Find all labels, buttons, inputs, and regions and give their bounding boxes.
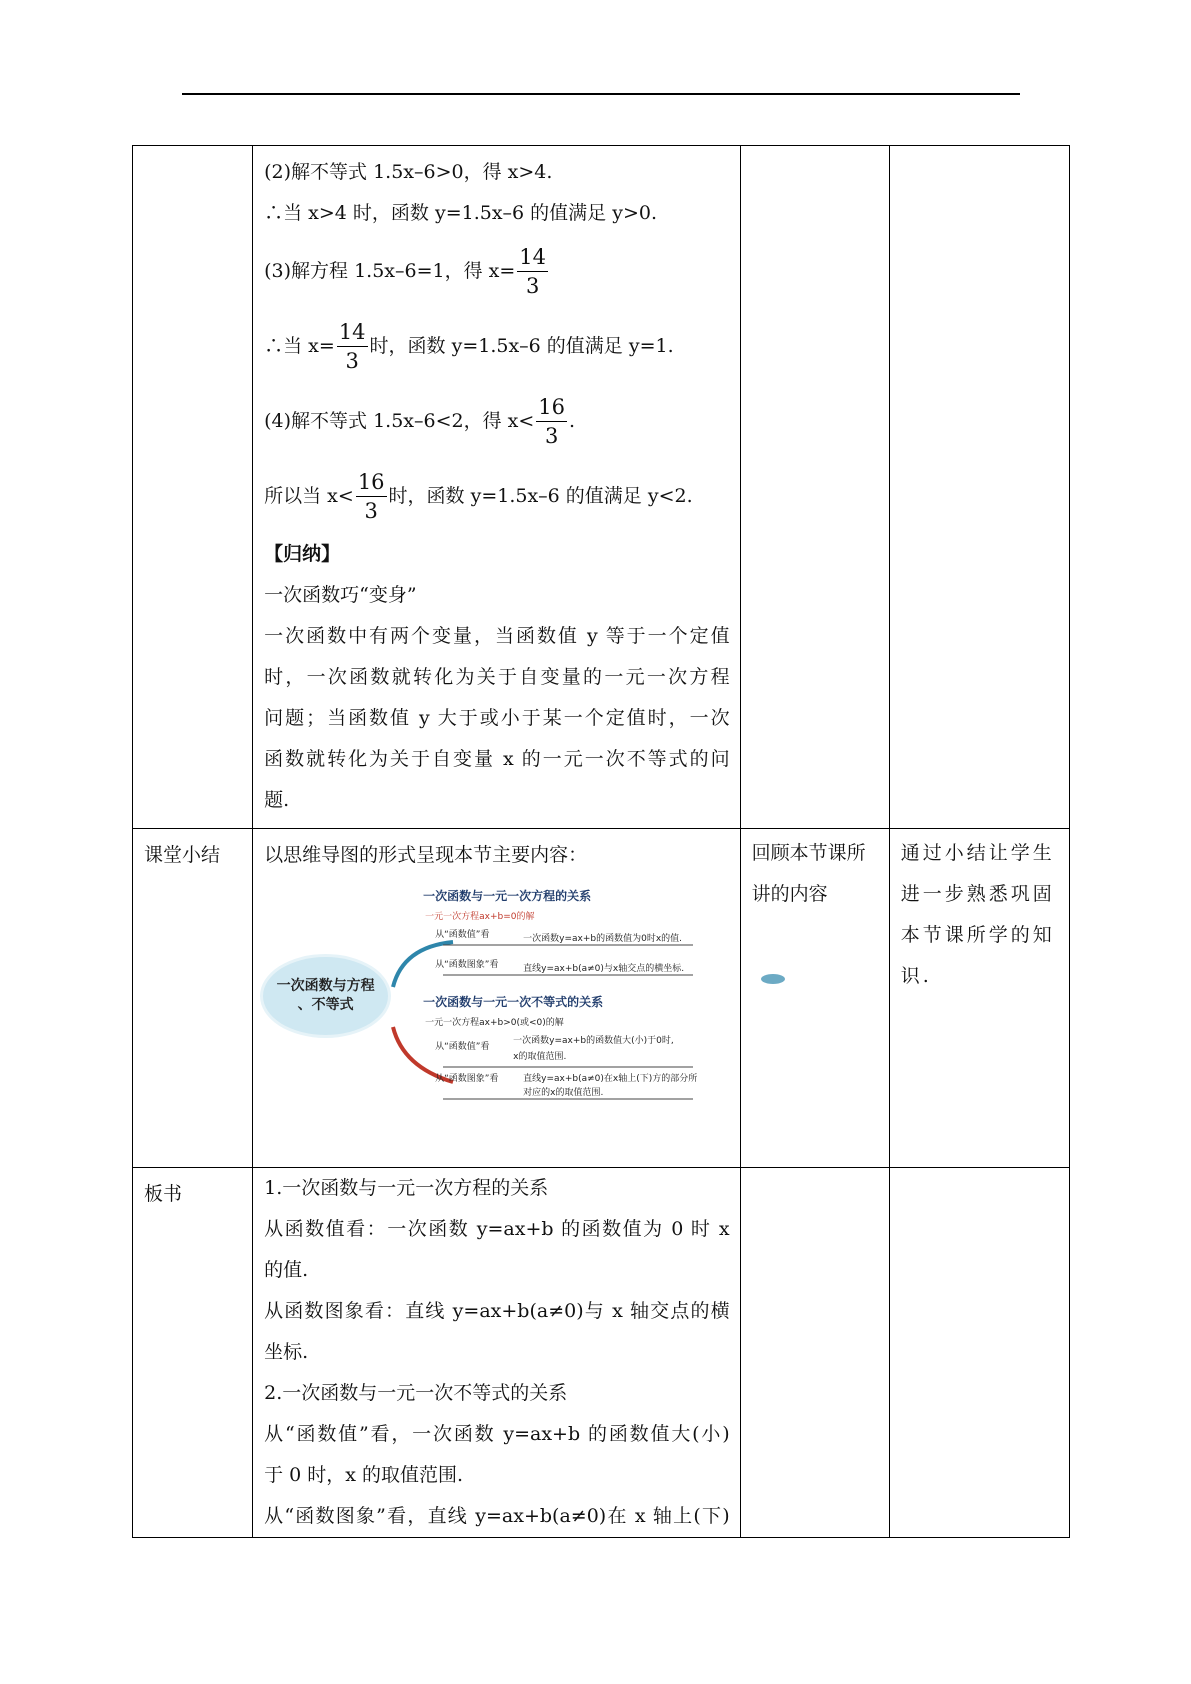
board-line: 从函数图象看：直线 y=ax+b(a≠0)与 x 轴交点的横 — [264, 1300, 730, 1322]
board-line: 从函数值看：一次函数 y=ax+b 的函数值为 0 时 x — [264, 1218, 730, 1240]
summary-line: 问题；当函数值 y 大于或小于某一个定值时，一次 — [264, 707, 730, 729]
summary-heading: 【归纳】 — [264, 543, 341, 565]
design-intent-line: 进一步熟悉巩固 — [900, 883, 1055, 905]
teacher-cell-empty — [740, 146, 889, 829]
solution-line: ∴当 x>4 时，函数 y=1.5x–6 的值满足 y>0. — [264, 202, 658, 224]
intent-cell-empty — [889, 146, 1069, 829]
intent-cell-summary — [889, 829, 1069, 1168]
teacher-cell-empty — [740, 1168, 889, 1538]
fraction-numerator: 14 — [337, 322, 368, 347]
summary-title: 一次函数巧“变身” — [264, 584, 417, 606]
label-cell-summary — [133, 829, 253, 1168]
fraction-denominator: 3 — [345, 348, 359, 373]
table-row-summary — [133, 829, 1070, 1168]
board-line: 的值. — [264, 1259, 309, 1281]
design-intent-line: 通过小结让学生 — [900, 842, 1055, 864]
mind-map-item: 从“函数图象”看 — [435, 1074, 499, 1084]
fraction — [356, 469, 387, 523]
label-cell-empty — [133, 146, 253, 829]
mind-map-item: 一次函数y=ax+b的函数值大(小)于0时, — [513, 1036, 674, 1046]
mind-map — [276, 887, 863, 1112]
header-rule — [182, 93, 1020, 95]
table-row-solutions — [133, 146, 1070, 829]
mind-map-branch-title: 一次函数与一元一次不等式的关系 — [423, 995, 604, 1009]
mind-map-item: x的取值范围. — [513, 1052, 567, 1062]
mind-map-item: 一元一次方程ax+b=0的解 — [425, 912, 535, 922]
content-cell-board — [253, 1168, 741, 1538]
mind-map-center — [263, 957, 388, 1035]
mind-map-item: 从“函数值”看 — [435, 1042, 490, 1052]
solution-text: 所以当 x< — [264, 485, 354, 507]
mind-map-center-line: 、不等式 — [297, 997, 354, 1013]
solution-text: (4)解不等式 1.5x–6<2，得 x< — [264, 410, 535, 432]
fraction-denominator: 3 — [544, 423, 559, 448]
label-cell-board — [133, 1168, 253, 1538]
mind-map-center-line: 一次函数与方程 — [276, 978, 375, 994]
content-cell-solutions — [253, 146, 741, 829]
fraction-numerator: 14 — [517, 247, 548, 272]
fraction — [536, 394, 567, 448]
board-line: 于 0 时，x 的取值范围. — [264, 1464, 464, 1486]
design-intent — [890, 829, 1069, 997]
summary-intro: 以思维导图的形式呈现本节主要内容： — [264, 844, 588, 866]
content-cell-summary — [253, 829, 741, 1168]
summary-line: 函数就转化为关于自变量 x 的一元一次不等式的问 — [264, 748, 730, 770]
teacher-activity-line: 讲的内容 — [751, 883, 828, 905]
mind-map-item: 从“函数图象”看 — [435, 960, 499, 970]
design-intent-line: 本节课所学的知 — [900, 924, 1055, 946]
solution-text: 时，函数 y=1.5x–6 的值满足 y=1. — [369, 335, 674, 357]
mind-map-item: 一次函数y=ax+b的函数值为0时x的值. — [523, 934, 683, 944]
row-label: 课堂小结 — [144, 844, 221, 866]
mind-map-item: 从“函数值”看 — [435, 930, 490, 940]
design-intent-line: 识. — [900, 965, 932, 987]
fraction-numerator: 16 — [536, 397, 567, 422]
solution-text: 时，函数 y=1.5x–6 的值满足 y<2. — [388, 485, 693, 507]
table-row-board — [133, 1168, 1070, 1538]
lesson-plan-table — [132, 145, 1070, 1538]
solution-line — [264, 384, 730, 459]
mind-map-item: 直线y=ax+b(a≠0)与x轴交点的横坐标. — [523, 964, 685, 974]
fraction — [337, 319, 368, 373]
mind-map-item: 直线y=ax+b(a≠0)在x轴上(下)方的部分所 — [523, 1074, 698, 1084]
intent-cell-empty — [889, 1168, 1069, 1538]
fraction-denominator: 3 — [525, 273, 540, 298]
fraction — [517, 244, 548, 298]
solution-line — [264, 234, 730, 309]
solution-line — [264, 459, 730, 534]
solution-line: (2)解不等式 1.5x–6>0，得 x>4. — [264, 161, 553, 183]
summary-line: 一次函数中有两个变量，当函数值 y 等于一个定值 — [264, 625, 730, 647]
board-line: 1.一次函数与一元一次方程的关系 — [264, 1177, 549, 1199]
solution-text: ∴当 x= — [264, 335, 335, 357]
board-line: 2.一次函数与一元一次不等式的关系 — [264, 1382, 568, 1404]
solution-text: . — [569, 410, 576, 432]
mind-map-item: 对应的x的取值范围. — [523, 1088, 604, 1098]
fraction-numerator: 16 — [356, 472, 387, 497]
summary-line: 题. — [264, 789, 290, 811]
solution-text: (3)解方程 1.5x–6=1，得 x= — [264, 260, 516, 282]
solution-line — [264, 309, 730, 384]
board-line: 坐标. — [264, 1341, 309, 1363]
mind-map-branch-title: 一次函数与一元一次方程的关系 — [423, 889, 592, 903]
row-label: 板书 — [144, 1183, 183, 1205]
summary-line: 时，一次函数就转化为关于自变量的一元一次方程 — [264, 666, 730, 688]
fraction-denominator: 3 — [364, 498, 378, 523]
board-line: 从“函数图象”看，直线 y=ax+b(a≠0)在 x 轴上(下) — [264, 1505, 730, 1527]
teacher-activity-line: 回顾本节课所 — [751, 842, 866, 864]
board-line: 从“函数值”看，一次函数 y=ax+b 的函数值大(小) — [264, 1423, 730, 1445]
mind-map-item: 一元一次方程ax+b>0(或<0)的解 — [425, 1018, 564, 1028]
